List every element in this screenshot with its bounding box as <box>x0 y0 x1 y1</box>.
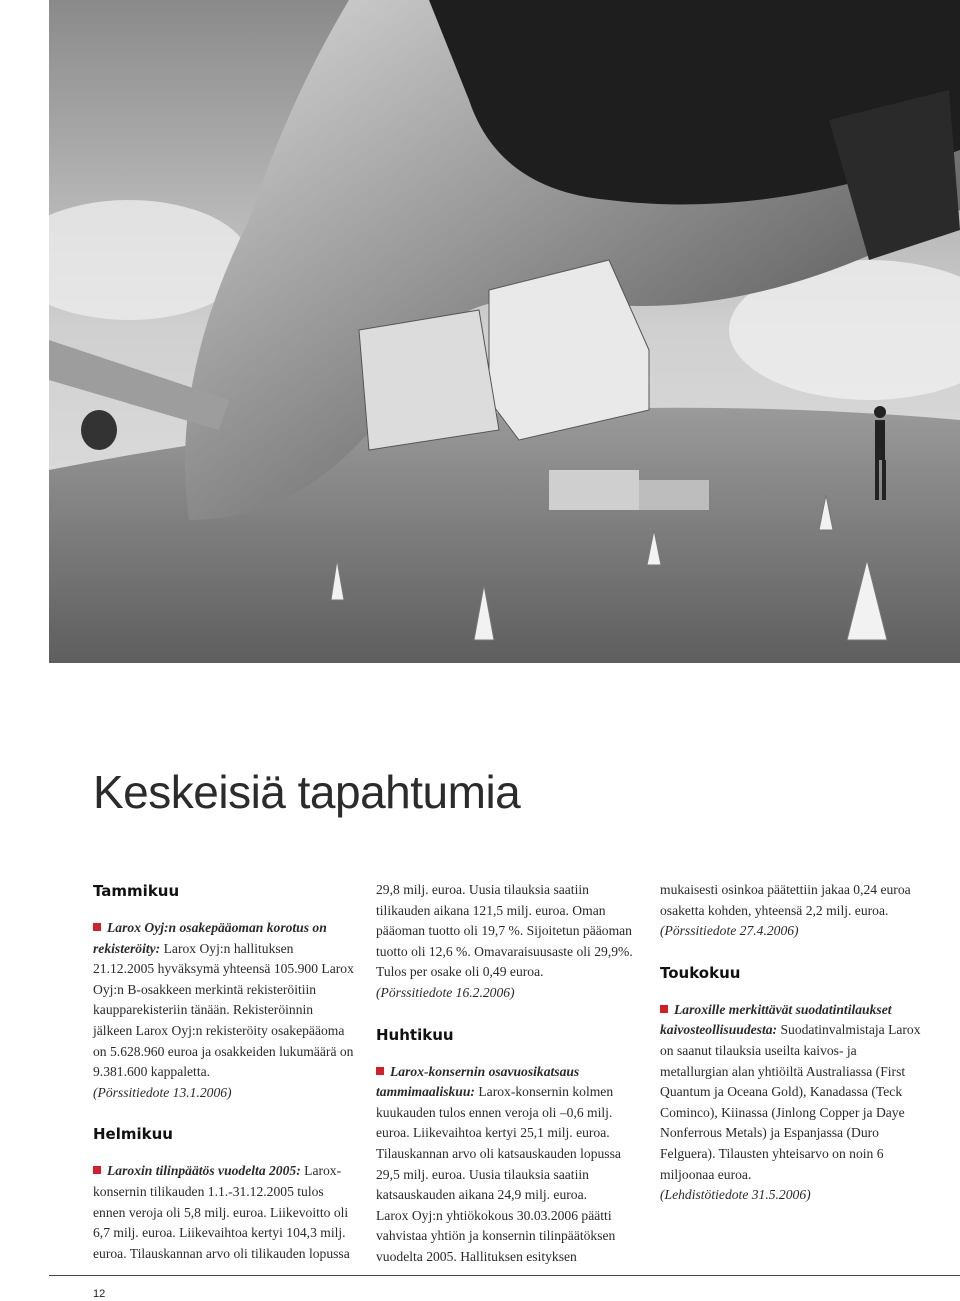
news-item-financial-statement <box>93 1161 355 1264</box>
news-item-body-continued: mukaisesti osinkoa päätettiin jakaa 0,24 euroa osaketta kohden, yhteensä 2,2 milj. euroa. <box>660 882 911 918</box>
news-item-body: Suodatinvalmistaja Larox on saanut tilauksia useilta kaivos- ja metallurgian alan yhtiöiltä Australiassa (First Quantum ja Oceana Gold), Kanadassa (Teck Cominco), Kiinassa (Jinlong Copper ja Daye Nonferrous Metals) ja Espanjassa (Duro Felguera). Tilausten yhteisarvo on noin 6 miljoonaa euroa. <box>660 1022 921 1182</box>
month-heading-huhtikuu: Huhtikuu <box>376 1025 454 1044</box>
news-item-lead: Laroxin tilinpäätös vuodelta 2005: <box>107 1163 301 1179</box>
column-3 <box>660 880 922 1206</box>
page-title: Keskeisiä tapahtumia <box>93 766 521 818</box>
news-item-agm: Larox Oyj:n yhtiökokous 30.03.2006 päätti vahvistaa yhtiön ja konsernin tilinpäätöksen vuodelta 2005. Hallituksen esityksen <box>376 1207 616 1264</box>
month-heading-toukokuu: Toukokuu <box>660 963 741 982</box>
news-item-lead: Larox Oyj:n osakepääoman korotus on rekisteröity: <box>93 920 327 956</box>
source-note: (Pörssitiedote 27.4.2006) <box>660 923 799 939</box>
month-heading-helmikuu: Helmikuu <box>93 1125 173 1144</box>
news-item-interim-report <box>376 1062 636 1206</box>
news-item-lead: Laroxille merkittävät suodatintilaukset kaivosteollisuudesta: <box>660 1001 892 1038</box>
footer-divider <box>49 1275 960 1276</box>
bullet-square-icon <box>376 1067 384 1075</box>
month-heading-tammikuu: Tammikuu <box>93 882 180 900</box>
news-item-body: Larox-konsernin kolmen kuukauden tulos ennen veroja oli –0,6 milj. euroa. Liikevaihtoa kertyi 25,1 milj. euroa. Tilauskannan arvo oli katsauskauden lopussa 29,5 milj. euroa. Uusia tilauksia saatiin katsauskauden aikana 24,9 milj. euroa. <box>376 1084 621 1203</box>
news-item-lead: Larox-konsernin osavuosikatsaus tammimaaliskuu: <box>376 1063 580 1100</box>
source-note: (Pörssitiedote 16.2.2006) <box>376 984 515 1000</box>
news-item-body: Larox Oyj:n hallituksen 21.12.2005 hyväksymä yhteensä 105.900 Larox Oyj:n B-osakkeen merkintä rekisteröitiin kaupparekisteriin tänään. Rekisteröinnin jälkeen Larox Oyj:n rekisteröity osakepääoma on 5.628.960 euroa ja osakkeiden lukumäärä on 9.381.600 kappaletta. <box>93 940 354 1080</box>
news-item-share-capital <box>93 918 355 1083</box>
news-item-filter-orders <box>660 1000 922 1185</box>
news-item-body-continued: 29,8 milj. euroa. Uusia tilauksia saatiin tilikauden aikana 121,5 milj. euroa. Oman pääoman tuotto oli 19,7 %. Sijoitetun pääoman tuotto oli 12,6 %. Omavaraisuusaste oli 29,9%. Tulos per osake oli 0,49 euroa. <box>376 882 633 980</box>
bullet-square-icon <box>93 923 101 931</box>
aircraft-cargo-photo <box>49 0 960 663</box>
cover-photo <box>49 0 960 663</box>
source-note: (Pörssitiedote 13.1.2006) <box>93 1084 232 1100</box>
source-note: (Lehdistötiedote 31.5.2006) <box>660 1187 811 1203</box>
bullet-square-icon <box>660 1005 668 1013</box>
page-number: 12 <box>93 1288 106 1300</box>
bullet-square-icon <box>93 1166 101 1174</box>
news-item-body: Larox-konsernin tilikauden 1.1.-31.12.2005 tulos ennen veroja oli 5,8 milj. euroa. Liikevoitto oli 6,7 milj. euroa. Liikevaihtoa kertyi 104,3 milj. euroa. Tilauskannan arvo oli tilikauden lopussa <box>93 1163 350 1261</box>
column-2 <box>376 880 636 1268</box>
column-1 <box>93 880 355 1264</box>
